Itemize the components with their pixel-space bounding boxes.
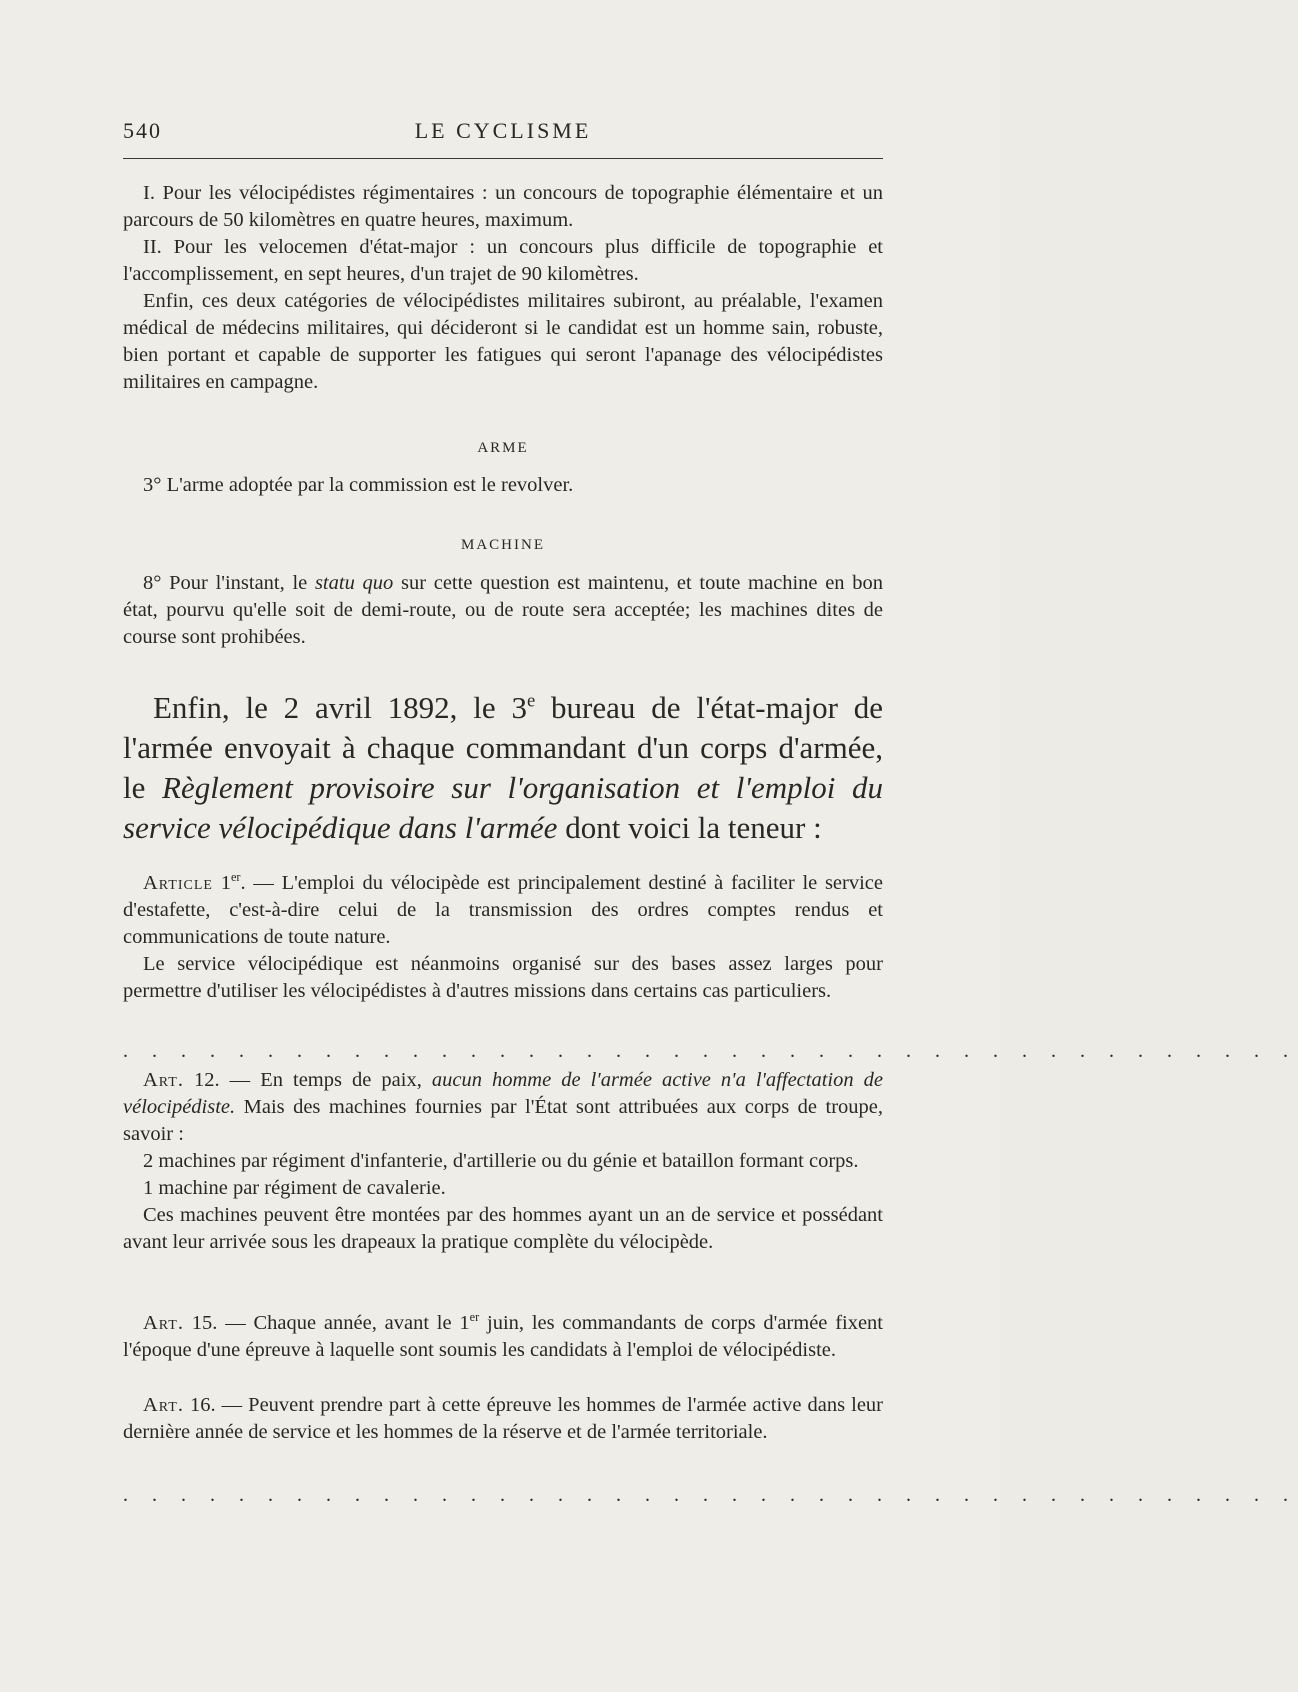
article-12-line-3: 1 machine par régiment de cavalerie. [143,1177,446,1199]
section-requirements [123,180,883,396]
article-16-text: 16. — Peuvent prendre part à cette épreuve les hommes de l'armée active dans leur dernière année de service et les hommes de la réserve et de l'armée territoriale. [123,1394,883,1443]
machine-text-italic: statu quo [314,572,394,594]
article-1-label: Article [143,872,213,894]
article-12-text-start: 12. — En temps de paix, [183,1069,432,1091]
article-1-paragraph-2: Le service vélocipédique est néanmoins organisé sur des bases assez larges pour permettre d'utiliser les vélocipédistes à d'autres missions dans certains cas particuliers. [123,953,883,1002]
article-1-sup: er [230,870,241,885]
article-16-paragraph [123,1392,883,1446]
article-1-text: . — L'emploi du vélocipède est principalement destiné à faciliter le service d'estafette, c'est-à-dire celui de la transmission des ordres comptes rendus et communications de toute nature. [123,872,884,948]
heading-machine: MACHINE [461,537,545,553]
article-16 [123,1392,883,1446]
article-12-label: Art. [143,1069,184,1091]
article-1-paragraph [123,870,883,951]
article-15 [123,1310,883,1364]
article-15-paragraph [123,1310,883,1364]
paragraph-examen-medical: Enfin, ces deux catégories de vélocipédistes militaires subiront, au préalable, l'examen médical de médecins militaires, qui décideront si le candidat est un homme sain, robuste, bien portant et capable de supporter les fatigues qui seront l'apanage des vélocipédistes militaires en campagne. [123,290,883,393]
paragraph-regimentaires: I. Pour les vélocipédistes régimentaires : un concours de topographie élémentaire et un parcours de 50 kilomètres en quatre heures, maximum. [123,182,883,231]
machine-text-end: sur cette question est maintenu, et toute machine en bon état, pourvu qu'elle soit de demi-route, ou de route sera acceptée; les machines dites de course sont prohibées. [123,572,883,648]
article-16-label: Art. [143,1394,184,1416]
ellipsis-row-2: . . . . . . . . . . . . . . . . . . . . . . . . . . . . . . . . . . . . . . . . . [123,1484,1298,1506]
intro-text-3: dont voici la teneur : [557,810,822,845]
article-12-paragraph [123,1067,883,1148]
paragraph-machine [123,570,883,651]
heading-arme: ARME [477,440,529,456]
article-12-text-end: Mais des machines fournies par l'État sont attribuées aux corps de troupe, savoir : [123,1096,883,1145]
article-12-line-2: 2 machines par régiment d'infanterie, d'artillerie ou du génie et bataillon formant corps. [143,1150,859,1172]
article-1-number: 1 [220,872,231,894]
paragraph-arme: 3° L'arme adoptée par la commission est le revolver. [143,474,574,496]
article-1 [123,870,883,1005]
intro-text-2: bureau de l'état-major de l'armée envoyait à chaque commandant d'un corps d'armée, le [123,690,883,805]
running-header [123,118,883,148]
article-15-text-end: juin, les commandants de corps d'armée fixent l'époque d'une épreuve à laquelle sont soumis les candidats à l'emploi de vélocipédiste. [123,1312,884,1361]
machine-text-start: 8° Pour l'instant, le [143,572,315,594]
article-15-label: Art. [143,1312,184,1334]
section-arme [123,472,883,499]
reglement-title: Règlement provisoire sur l'organisation et l'emploi du service vélocipédique dans l'armée [123,770,883,845]
article-12-line-4: Ces machines peuvent être montées par des hommes ayant un an de service et possédant avant leur arrivée sous les drapeaux la pratique complète du vélocipède. [123,1204,883,1253]
ellipsis-row-1: . . . . . . . . . . . . . . . . . . . . . . . . . . . . . . . . . . . . . . . . . [123,1040,1298,1062]
intro-paragraph [123,688,883,848]
article-15-text-start: 15. — Chaque année, avant le 1 [183,1312,470,1334]
article-12 [123,1067,883,1256]
running-title: LE CYCLISME [414,118,592,143]
intro-superscript: e [526,690,536,712]
paragraph-etat-major: II. Pour les velocemen d'état-major : un concours plus difficile de topographie et l'accomplissement, en sept heures, d'un trajet de 90 kilomètres. [123,236,883,285]
header-rule [123,158,883,159]
section-machine [123,570,883,651]
article-15-sup: er [469,1310,480,1325]
page-number: 540 [123,118,162,143]
article-12-italic: aucun homme de l'armée active n'a l'affectation de vélocipédiste. [123,1069,883,1118]
intro-text-1: Enfin, le 2 avril 1892, le 3 [153,690,527,725]
